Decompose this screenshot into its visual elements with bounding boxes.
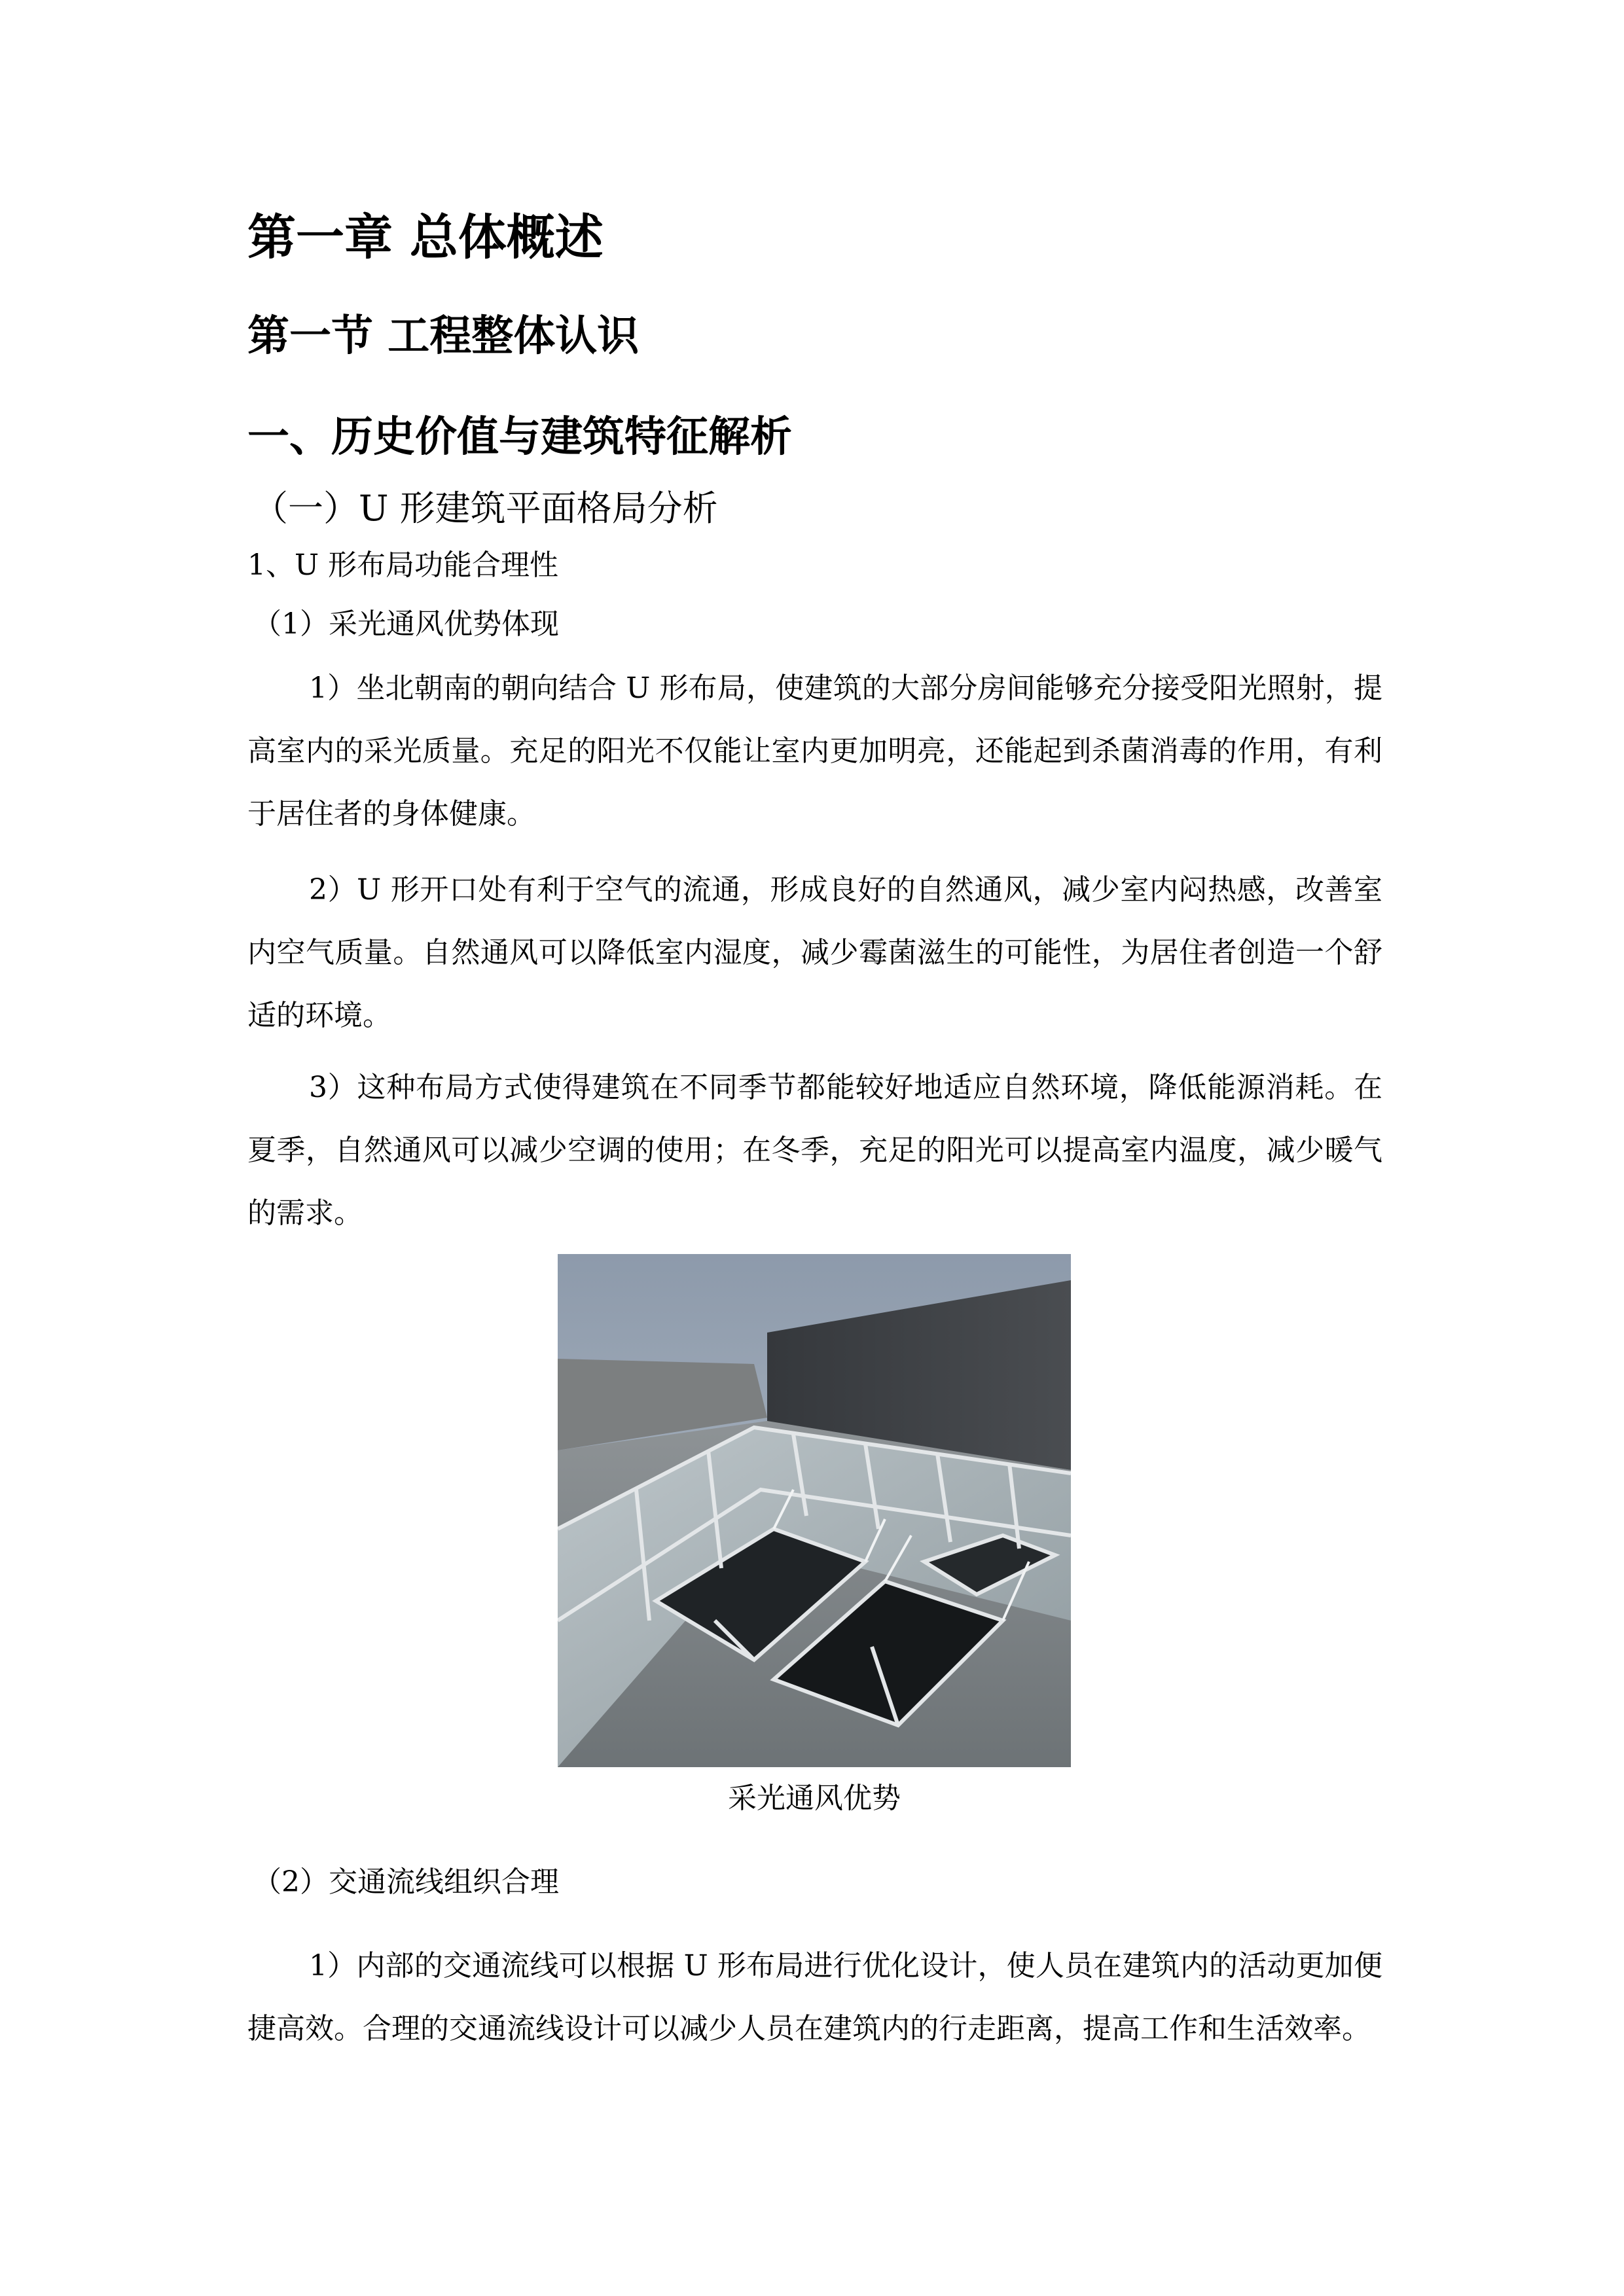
- skylight-photo-illustration: [558, 1254, 1071, 1767]
- subsubsection-title: （一）U 形建筑平面格局分析: [253, 488, 718, 529]
- skylight-photo: [558, 1254, 1071, 1767]
- point-2-title: （2）交通流线组织合理: [253, 1865, 559, 1899]
- chapter-title: 第一章 总体概述: [247, 209, 604, 266]
- point-1-title: （1）采光通风优势体现: [253, 607, 559, 641]
- body-paragraph: 3）这种布局方式使得建筑在不同季节都能较好地适应自然环境，降低能源消耗。在夏季，自然通风可以减少空调的使用；在冬季，充足的阳光可以提高室内温度，减少暖气的需求。: [247, 1071, 1382, 1230]
- body-paragraph: 2）U 形开口处有利于空气的流通，形成良好的自然通风，减少室内闷热感，改善室内空气质量。自然通风可以降低室内湿度，减少霉菌滋生的可能性，为居住者创造一个舒适的环境。: [247, 873, 1382, 1032]
- subsection-title: 一、历史价值与建筑特征解析: [247, 413, 792, 461]
- item-title: 1、U 形布局功能合理性: [247, 548, 559, 582]
- figure-caption: 采光通风优势: [728, 1782, 901, 1815]
- body-paragraph: 1）内部的交通流线可以根据 U 形布局进行优化设计，使人员在建筑内的活动更加便捷高效。合理的交通流线设计可以减少人员在建筑内的行走距离，提高工作和生活效率。: [247, 1949, 1382, 2045]
- body-paragraph: 1）坐北朝南的朝向结合 U 形布局，使建筑的大部分房间能够充分接受阳光照射，提高室内的采光质量。充足的阳光不仅能让室内更加明亮，还能起到杀菌消毒的作用，有利于居住者的身体健康。: [247, 672, 1382, 831]
- section-title: 第一节 工程整体认识: [247, 312, 640, 361]
